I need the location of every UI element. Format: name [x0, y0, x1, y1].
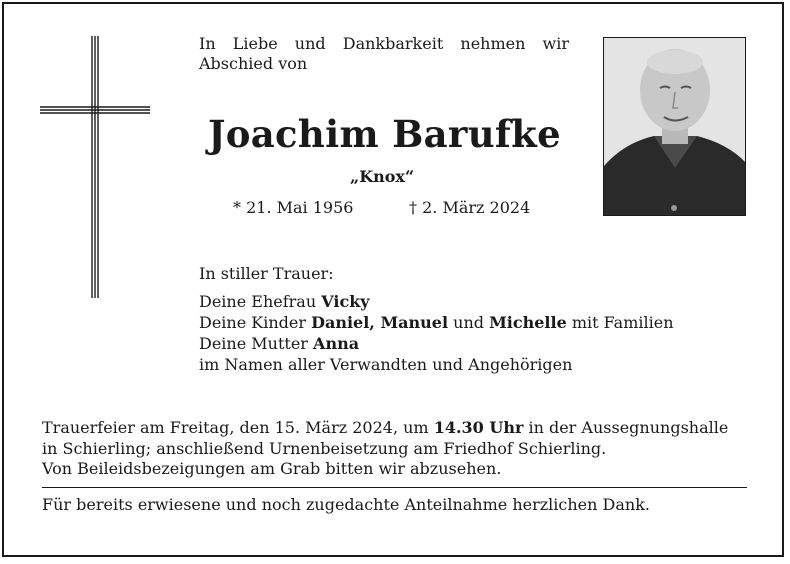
nickname: „Knox“: [350, 167, 415, 186]
funeral-line-1: [42, 418, 728, 438]
mourner-mother: [199, 334, 359, 354]
mourner-children: [199, 313, 674, 333]
funeral-date-text: Trauerfeier am Freitag, den 15. März 2024, um: [42, 418, 434, 437]
children-prefix: Deine Kinder: [199, 313, 312, 332]
mourning-heading: In stiller Trauer:: [199, 264, 334, 283]
children-names: Daniel, Manuel: [311, 313, 449, 332]
cross-icon: [40, 36, 150, 298]
mourner-wife: [199, 292, 370, 312]
mourner-relatives: im Namen aller Verwandten und Angehörigen: [199, 355, 573, 374]
wife-prefix: Deine Ehefrau: [199, 292, 322, 311]
children-and: und: [448, 313, 490, 332]
birth-date: * 21. Mai 1956: [233, 198, 354, 217]
funeral-line-2: in Schierling; anschließend Urnenbeisetzung am Friedhof Schierling.: [42, 439, 607, 458]
wife-name: Vicky: [321, 292, 370, 311]
death-date: † 2. März 2024: [409, 198, 531, 217]
thanks-text: Für bereits erwiesene und noch zugedachte Anteilnahme herzlichen Dank.: [42, 495, 650, 514]
children-suffix: mit Familien: [566, 313, 674, 332]
children-last-name: Michelle: [489, 313, 567, 332]
funeral-line-3: Von Beileidsbezeigungen am Grab bitten wir abzusehen.: [42, 459, 502, 478]
mother-prefix: Deine Mutter: [199, 334, 314, 353]
mother-name: Anna: [313, 334, 360, 353]
funeral-place-text: in der Aussegnungshalle: [523, 418, 729, 437]
funeral-time: 14.30 Uhr: [433, 418, 524, 437]
divider-line: [42, 487, 747, 488]
intro-text: In Liebe und Dankbarkeit nehmen wir Abschied von: [199, 34, 569, 73]
deceased-name: Joachim Barufke: [208, 112, 561, 156]
portrait-photo: [603, 37, 746, 216]
